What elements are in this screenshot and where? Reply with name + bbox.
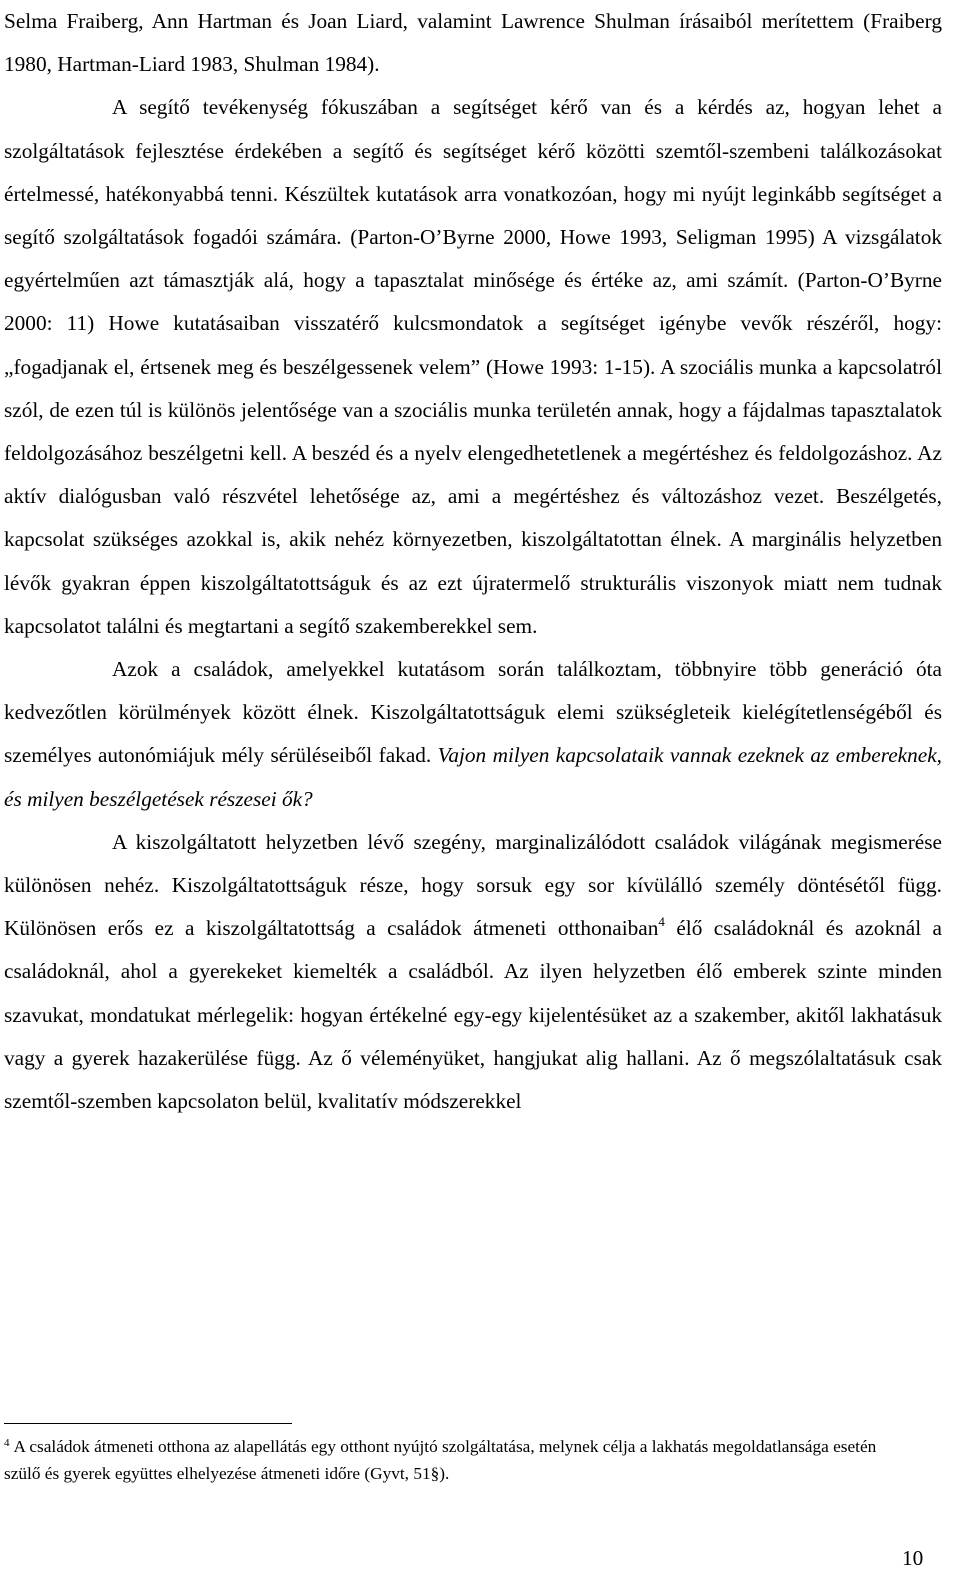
paragraph-1: Selma Fraiberg, Ann Hartman és Joan Liard, valamint Lawrence Shulman írásaiból merítettem (Fraiberg 1980, Hartman-Liard 1983, Shulman 1984). xyxy=(4,9,942,77)
paragraph-3 xyxy=(4,648,942,821)
paragraph-4-text-start: A kiszolgáltatott helyzetben lévő szegény, marginalizálódott családok világának megismerése különösen nehéz. Kiszolgáltatottságuk része, hogy sorsuk egy sor kívülálló személy döntésétől függ. Különösen erős ez a kiszolgáltatottság a családok átmeneti otthonaiban xyxy=(4,829,942,941)
footnote xyxy=(4,1434,904,1487)
page-number: 10 xyxy=(902,1546,924,1570)
footnote-divider xyxy=(4,1423,292,1424)
paragraph-4 xyxy=(4,821,942,1123)
research-question: Vajon milyen kapcsolataik vannak ezeknek az embereknek, és milyen beszélgetések részesei ők? xyxy=(4,743,942,811)
footnote-number: 4 xyxy=(4,1437,10,1449)
paragraph-4-text-end: élő családoknál és azoknál a családoknál, ahol a gyerekeket kiemelték a családból. Az ilyen helyzetben élő emberek szinte minden szavukat, mondatukat mérlegelik: hogyan értékelné egy-egy kijelentésüket az a szakember, akitől lakhatásuk vagy a gyerek hazakerülése függ. Az ő véleményüket, hangjukat alig hallani. Az ő megszólaltatásuk csak szemtől-szemben kapcsolaton belül, kvalitatív módszerekkel xyxy=(4,916,942,1114)
paragraph-3-text: Azok a családok, amelyekkel kutatásom során találkoztam, többnyire több generáció óta kedvezőtlen körülmények között élnek. Kiszolgáltatottságuk elemi szükségleteik kielégítetlenségéből és személyes autonómiájuk mély sérüléseiből fakad. xyxy=(4,657,942,768)
footnote-reference[interactable]: 4 xyxy=(658,914,665,930)
footnote-text: A családok átmeneti otthona az alapellátás egy otthont nyújtó szolgáltatása, melynek célja a lakhatás megoldatlansága esetén szülő és gyerek együttes elhelyezése átmeneti időre (Gyvt, 51§). xyxy=(4,1437,877,1483)
paragraph-2: A segítő tevékenység fókuszában a segítséget kérő van és a kérdés az, hogyan lehet a szolgáltatások fejlesztése érdekében a segítő és segítséget kérő közötti szemtől-szembeni találkozásokat értelmessé, hatékonyabbá tenni. Készültek kutatások arra vonatkozóan, hogy mi nyújt leginkább segítséget a segítő szolgáltatások fogadói számára. (Parton-O’Byrne 2000, Howe 1993, Seligman 1995) A vizsgálatok egyértelműen azt támasztják alá, hogy a tapasztalat minősége és értéke az, ami számít. (Parton-O’Byrne 2000: 11) Howe kutatásaiban visszatérő kulcsmondatok a segítséget igénybe vevők részéről, hogy: „fogadjanak el, értsenek meg és beszélgessenek velem” (Howe 1993: 1-15). A szociális munka a kapcsolatról szól, de ezen túl is különös jelentősége van a szociális munka területén annak, hogy a fájdalmas tapasztalatok feldolgozásához beszélgetni kell. A beszéd és a nyelv elengedhetetlenek a megértéshez és feldolgozáshoz. Az aktív dialógusban való részvétel lehetősége az, ami a megértéshez és változáshoz vezet. Beszélgetés, kapcsolat szükséges azokkal is, akik nehéz környezetben, kiszolgáltatottan élnek. A marginális helyzetben lévők gyakran éppen kiszolgáltatottságuk és az ezt újratermelő strukturális viszonyok miatt nem tudnak kapcsolatot találni és megtartani a segítő szakemberekkel sem. xyxy=(4,95,942,638)
body-text xyxy=(4,0,942,1123)
